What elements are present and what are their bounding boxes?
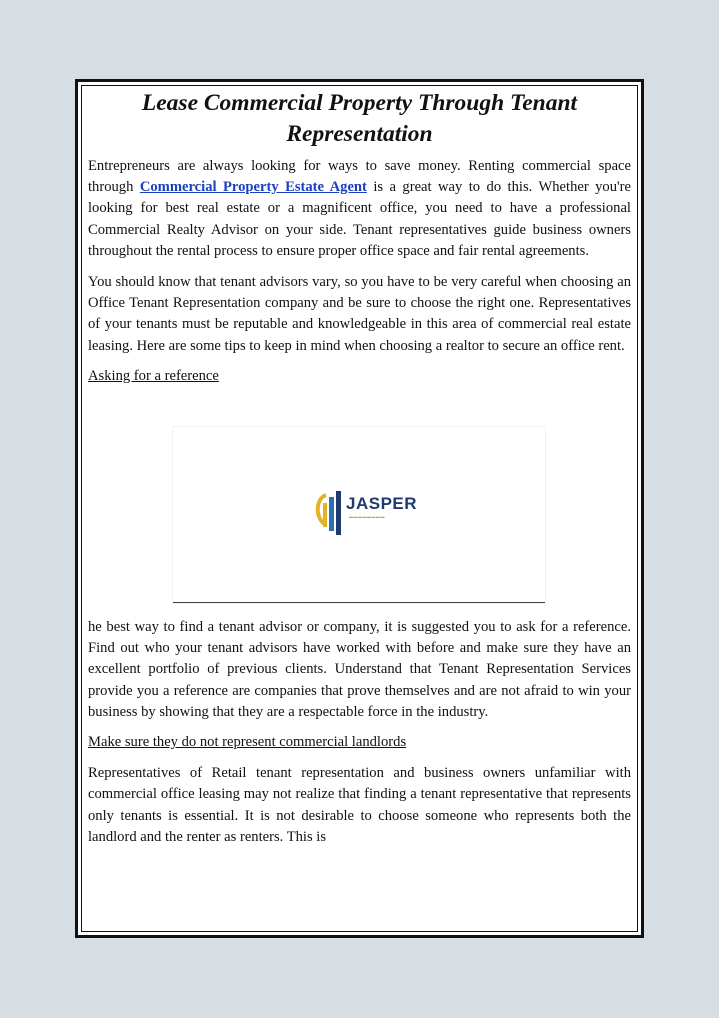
paragraph-landlords: Representatives of Retail tenant representation and business owners unfamiliar with commercial office leasing may not realize that finding a tenant representative that represents only tenants is essential. It is not desirable to choose someone who represents both the landlord and the renter as renters. This is	[88, 765, 631, 845]
jasper-logo	[312, 485, 418, 537]
paragraph-advisors: You should know that tenant advisors vary, so you have to be very careful when choosing an Office Tenant Representation company and be sure to choose the right one. Representatives of your tenants must be reputable and knowledgeable in this area of commercial real estate leasing. Here are some tips to keep in mind when choosing a realtor to secure an office rent.	[88, 274, 631, 354]
intro-text-before: Entrepreneurs are always looking for ways to save money. Renting commercial space through	[88, 158, 631, 196]
logo-wordmark: JASPER	[346, 494, 418, 514]
commercial-property-agent-link[interactable]: Commercial Property Estate Agent	[139, 179, 367, 196]
document-body	[88, 88, 631, 848]
paragraph-reference: he best way to find a tenant advisor or company, it is suggested you to ask for a reference. Find out who your tenant advisors have worked with before and make sure they have an excellent portfolio of previous clients. Understand that Tenant Representation Services provide you a reference are companies that prove themselves and are not afraid to win your business by showing that they are a respectable force in the industry.	[88, 619, 631, 720]
company-logo-image	[173, 427, 545, 603]
subheading-landlords: Make sure they do not represent commercial landlords	[88, 734, 407, 751]
paragraph-intro	[88, 156, 631, 262]
intro-text-after: is a great way to do this. Whether you're looking for best real estate or a magnificent office, you need to have a professional Commercial Realty Advisor on your side. Tenant representatives guide business owners throughout the rental process to ensure proper office space and fair rental agreements.	[88, 179, 631, 259]
logo-tagline-decoration: ▬▬▬▬▬▬▬▬	[349, 514, 385, 520]
subheading-reference: Asking for a reference	[88, 367, 219, 384]
document-title: Lease Commercial Property Through Tenant Representation	[141, 90, 578, 147]
